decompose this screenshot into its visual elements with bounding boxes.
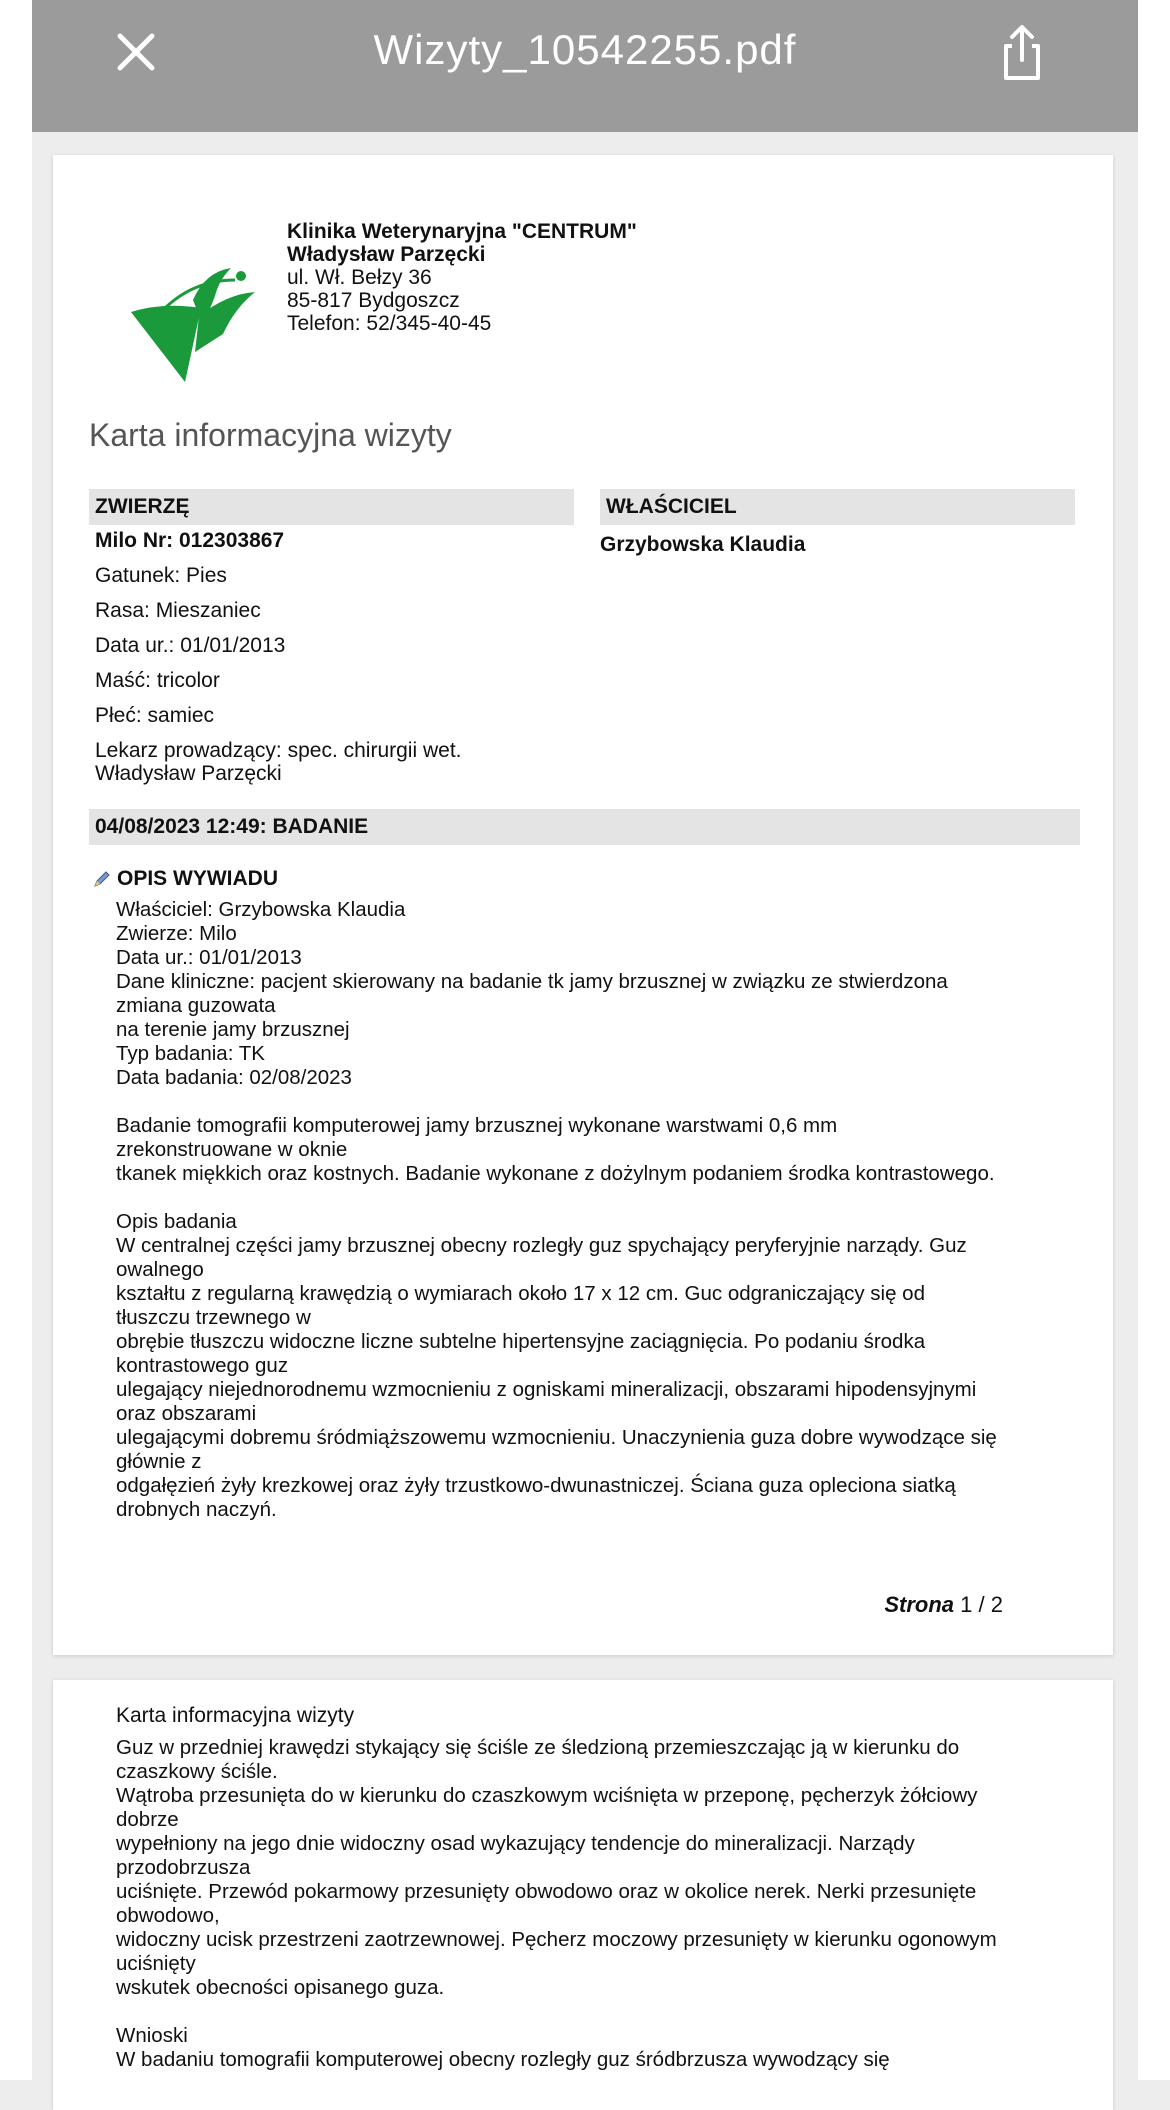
text-line: Guz w przedniej krawędzi stykający się ściśle ze śledzioną przemieszczając ją w kierunku do xyxy=(116,1736,960,1759)
text-line: kontrastowego guz xyxy=(116,1354,289,1377)
page-current: 1 xyxy=(960,1592,973,1617)
owner-name: Grzybowska Klaudia xyxy=(600,533,806,556)
clinic-owner: Władysław Parzęcki xyxy=(287,243,486,266)
text-line: obwodowo, xyxy=(116,1904,220,1927)
left-margin xyxy=(0,0,32,2080)
animal-details xyxy=(95,529,462,785)
edit-note-icon xyxy=(93,870,111,888)
text-line: ulegającymi dobremu śródmiąższowemu wzmocnieniu. Unaczynienia guza dobre wywodzące się xyxy=(116,1426,997,1449)
text-line: Wątroba przesunięta do w kierunku do czaszkowym wciśnięta w przeponę, pęcherzyk żółciowy xyxy=(116,1784,978,1807)
text-line: Opis badania xyxy=(116,1210,237,1233)
text-line: Dane kliniczne: pacjent skierowany na badanie tk jamy brzusznej w związku ze stwierdzona xyxy=(116,970,948,993)
text-line: uciśnięty xyxy=(116,1952,196,1975)
text-line: drobnych naczyń. xyxy=(116,1498,277,1521)
clinic-header xyxy=(287,220,637,335)
text-line: obrębie tłuszczu widoczne liczne subtelne hipertensyjne zaciągnięcia. Po podaniu środka xyxy=(116,1330,926,1353)
share-button[interactable] xyxy=(990,20,1054,84)
page-2-running-title: Karta informacyjna wizyty xyxy=(116,1704,355,1727)
viewer-toolbar xyxy=(32,0,1138,132)
text-line: czaszkowy ściśle. xyxy=(116,1760,278,1783)
text-line: Data ur.: 01/01/2013 xyxy=(116,946,302,969)
clinic-phone: Telefon: 52/345-40-45 xyxy=(287,312,492,335)
text-line: W centralnej części jamy brzusznej obecny rozległy guz spychający peryferyjnie narządy. Guz xyxy=(116,1234,967,1257)
page-number xyxy=(884,1592,1003,1618)
attending-doctor-line-1: Lekarz prowadzący: spec. chirurgii wet. xyxy=(95,739,462,762)
document-heading: Karta informacyjna wizyty xyxy=(89,417,452,453)
text-line: Data badania: 02/08/2023 xyxy=(116,1066,352,1089)
page-2-text xyxy=(116,1736,1076,2072)
text-line: uciśnięte. Przewód pokarmowy przesunięty obwodowo oraz w okolice nerek. Nerki przesunięte xyxy=(116,1880,977,1903)
page-total: / 2 xyxy=(978,1592,1003,1617)
text-line: wskutek obecności opisanego guza. xyxy=(116,1976,445,1999)
animal-color: Maść: tricolor xyxy=(95,669,220,692)
text-line: W badaniu tomografii komputerowej obecny rozległy guz śródbrzusza wywodzący się xyxy=(116,2048,890,2071)
close-button[interactable] xyxy=(106,22,166,82)
text-line: głównie z xyxy=(116,1450,202,1473)
text-line: tłuszczu trzewnego w xyxy=(116,1306,311,1329)
text-line: odgałęzień żyły krezkowej oraz żyły trzustkowo-dwunastniczej. Ściana guza opleciona siatką xyxy=(116,1474,956,1497)
text-line: zmiana guzowata xyxy=(116,994,276,1017)
animal-sex: Płeć: samiec xyxy=(95,704,215,727)
text-line: Wnioski xyxy=(116,2024,188,2047)
document-title: Wizyty_10542255.pdf xyxy=(373,26,797,73)
visit-header: 04/08/2023 12:49: BADANIE xyxy=(89,809,1080,845)
close-icon xyxy=(106,22,166,82)
animal-species: Gatunek: Pies xyxy=(95,564,227,587)
text-line: tkanek miękkich oraz kostnych. Badanie wykonane z dożylnym podaniem środka kontrastowego. xyxy=(116,1162,995,1185)
animal-section-header: ZWIERZĘ xyxy=(89,489,574,525)
clinic-logo xyxy=(123,250,263,385)
interview-title-text: OPIS WYWIADU xyxy=(117,867,278,890)
share-icon xyxy=(990,20,1054,84)
text-line: przodobrzusza xyxy=(116,1856,251,1879)
text-line: Typ badania: TK xyxy=(116,1042,265,1065)
page-label: Strona xyxy=(884,1592,955,1617)
text-line: Badanie tomografii komputerowej jamy brzusznej wykonane warstwami 0,6 mm xyxy=(116,1114,838,1137)
interview-text xyxy=(116,898,1076,1522)
pdf-page-1 xyxy=(53,155,1113,1655)
text-line: kształtu z regularną krawędzią o wymiarach około 17 x 12 cm. Guc odgraniczający się od xyxy=(116,1282,925,1305)
text-line: dobrze xyxy=(116,1808,179,1831)
pdf-page-2 xyxy=(53,1680,1113,2110)
animal-birth-date: Data ur.: 01/01/2013 xyxy=(95,634,286,657)
text-line: Zwierze: Milo xyxy=(116,922,237,945)
owner-section-header: WŁAŚCICIEL xyxy=(600,489,1075,525)
clinic-city: 85-817 Bydgoszcz xyxy=(287,289,460,312)
text-line: zrekonstruowane w oknie xyxy=(116,1138,348,1161)
text-line: wypełniony na jego dnie widoczny osad wykazujący tendencje do mineralizacji. Narządy xyxy=(116,1832,915,1855)
text-line: widoczny ucisk przestrzeni zaotrzewnowej. Pęcherz moczowy przesunięty w kierunku ogonowym xyxy=(116,1928,997,1951)
animal-breed: Rasa: Mieszaniec xyxy=(95,599,261,622)
right-margin xyxy=(1138,0,1170,2080)
text-line: na terenie jamy brzusznej xyxy=(116,1018,350,1041)
text-line: Właściciel: Grzybowska Klaudia xyxy=(116,898,406,921)
text-line: oraz obszarami xyxy=(116,1402,257,1425)
clinic-name: Klinika Weterynaryjna "CENTRUM" xyxy=(287,220,637,243)
clinic-street: ul. Wł. Bełzy 36 xyxy=(287,266,432,289)
interview-section-title xyxy=(93,867,278,891)
text-line: ulegający niejednorodnemu wzmocnieniu z ogniskami mineralizacji, obszarami hipodensyjnymi xyxy=(116,1378,977,1401)
text-line: owalnego xyxy=(116,1258,204,1281)
attending-doctor xyxy=(95,739,462,785)
attending-doctor-line-2: Władysław Parzęcki xyxy=(95,762,282,785)
animal-name-number: Milo Nr: 012303867 xyxy=(95,529,285,552)
